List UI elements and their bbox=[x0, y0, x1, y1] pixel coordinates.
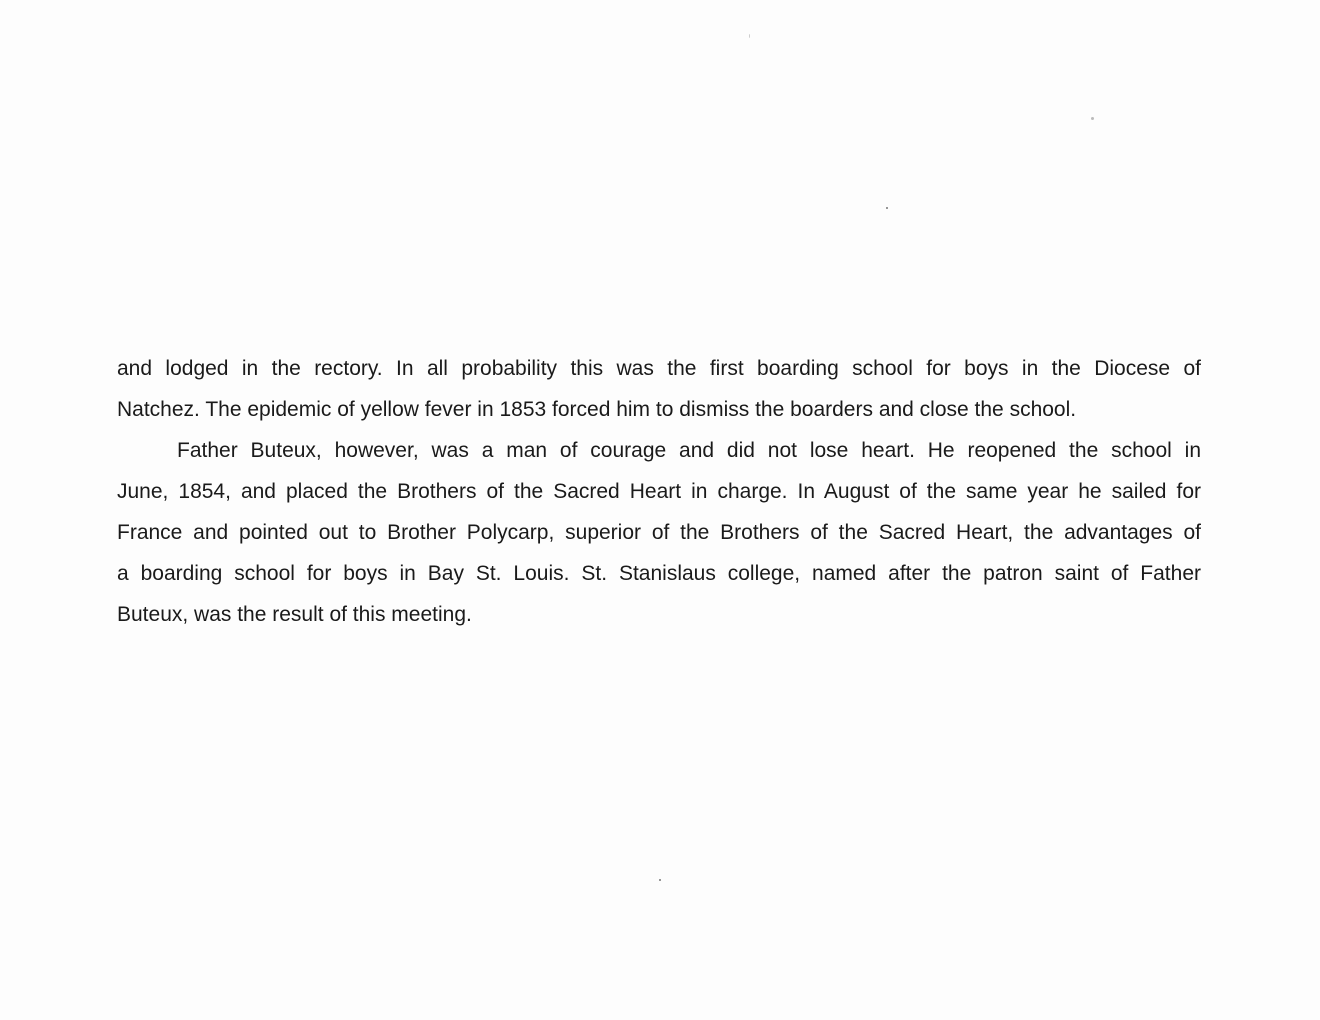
text-line: Buteux, was the result of this meeting. bbox=[117, 603, 472, 626]
scan-speck bbox=[749, 34, 750, 38]
text-line: June, 1854, and placed the Brothers of the Sacred Heart in charge. In August of the same year he sailed for bbox=[117, 480, 1201, 503]
text-line: a boarding school for boys in Bay St. Louis. St. Stanislaus college, named after the patron saint of Father bbox=[117, 562, 1201, 585]
scan-speck bbox=[1091, 117, 1094, 120]
body-text bbox=[117, 348, 1201, 635]
text-line: and lodged in the rectory. In all probability this was the first boarding school for boys in the Diocese of bbox=[117, 357, 1201, 380]
scan-speck bbox=[659, 879, 661, 881]
text-line-paragraph-start: Father Buteux, however, was a man of courage and did not lose heart. He reopened the school in bbox=[177, 439, 1201, 462]
scan-speck bbox=[886, 207, 888, 209]
text-line: France and pointed out to Brother Polycarp, superior of the Brothers of the Sacred Heart, the advantages of bbox=[117, 521, 1201, 544]
text-line: Natchez. The epidemic of yellow fever in 1853 forced him to dismiss the boarders and close the school. bbox=[117, 398, 1077, 421]
